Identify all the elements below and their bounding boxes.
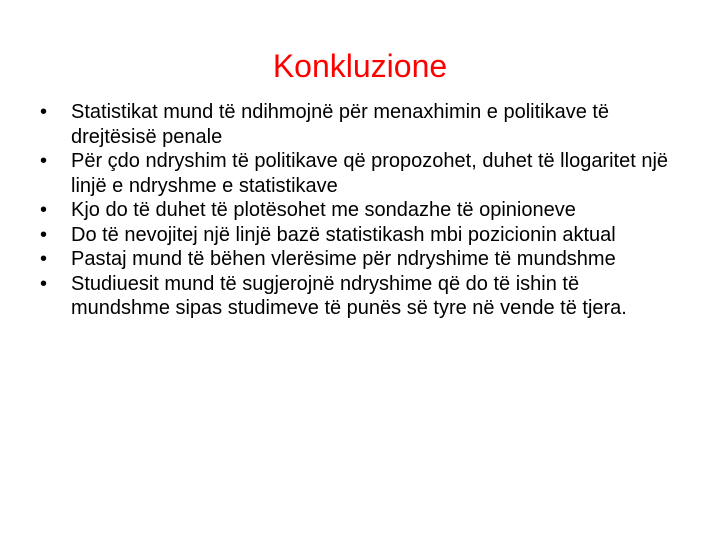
slide-title: Konkluzione (272, 48, 448, 84)
bullet-icon: • (40, 248, 48, 270)
bullet-text: Për çdo ndryshim të politikave që propozohet, duhet të llogaritet një linjë e ndryshme e statistikave (71, 150, 669, 197)
bullet-icon: • (40, 101, 48, 123)
bullet-text: Statistikat mund të ndihmojnë për menaxhimin e politikave të drejtësisë penale (71, 101, 610, 148)
bullet-text: Kjo do të duhet të plotësohet me sondazhe të opinioneve (71, 199, 576, 221)
bullet-icon: • (40, 272, 48, 295)
bullet-text: Do të nevojitej një linjë bazë statistikash mbi pozicionin aktual (71, 223, 616, 246)
bullet-item (40, 223, 680, 248)
bullet-icon: • (40, 150, 48, 172)
bullet-icon: • (40, 199, 48, 221)
bullet-item (40, 100, 680, 149)
bullet-icon: • (40, 223, 48, 246)
bullet-item (40, 149, 680, 198)
bullet-text: Studiuesit mund të sugjerojnë ndryshime që do të ishin të mundshme sipas studimeve të punës së tyre në vende të tjera. (71, 272, 627, 319)
bullet-item (40, 198, 680, 223)
bullet-list (40, 100, 680, 321)
bullet-text: Pastaj mund të bëhen vlerësime për ndryshime të mundshme (71, 248, 616, 270)
bullet-item (40, 247, 680, 272)
bullet-item (40, 272, 680, 321)
